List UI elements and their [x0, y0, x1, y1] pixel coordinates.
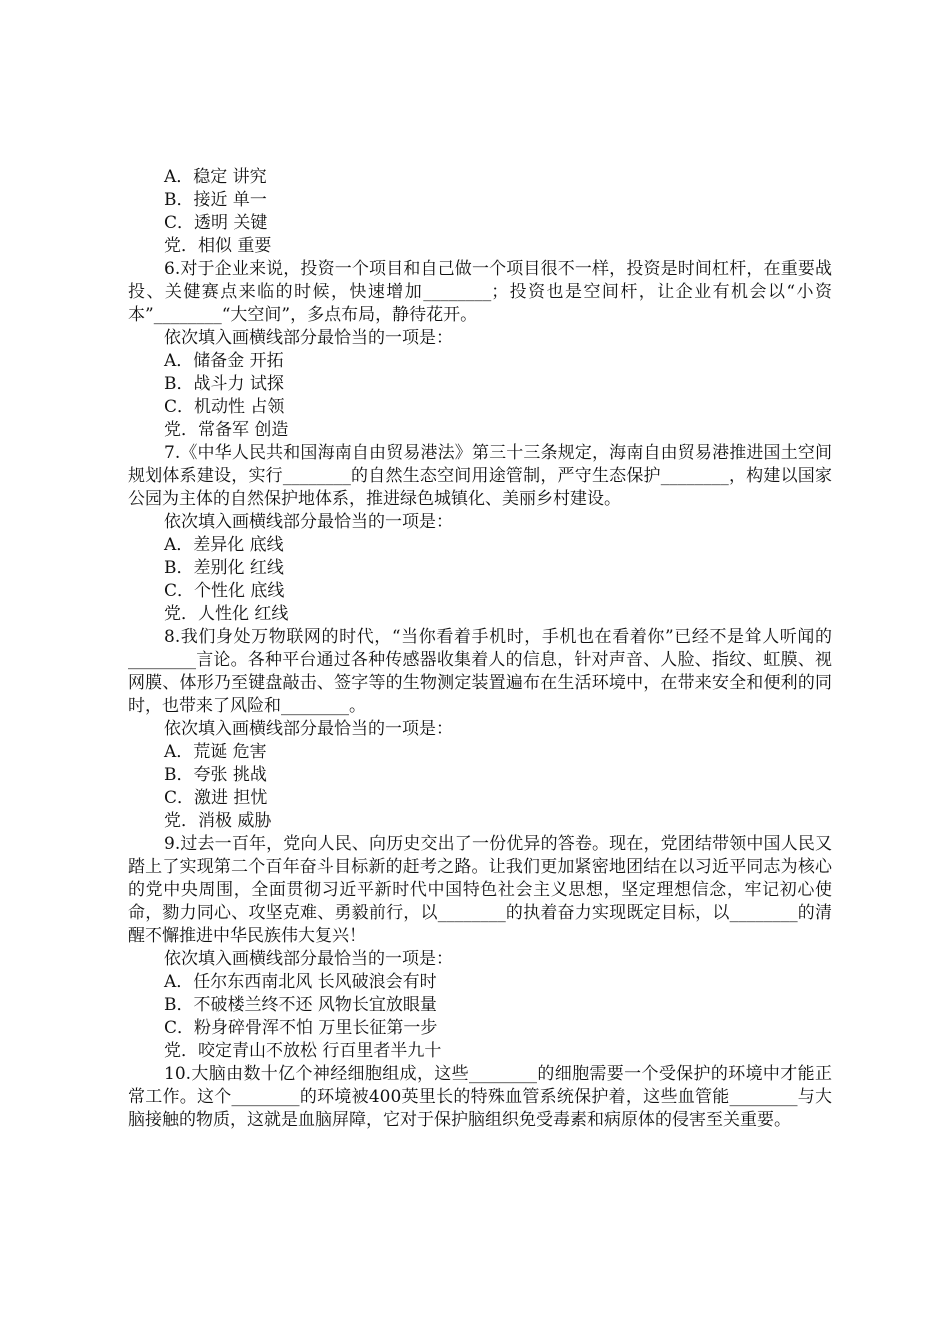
option-q6-d: 党．常备军 创造 [164, 420, 289, 440]
question-9-stem: 9.过去一百年，党向人民、向历史交出了一份优异的答卷。现在，党团结带领中国人民又踏上了实现第二个百年奋斗目标新的赶考之路。让我们更加紧密地团结在以习近平同志为核心的党中央周围，全面贯彻习近平新时代中国特色社会主义思想，坚定理想信念，牢记初心使命，勠力同心、攻坚克难、勇毅前行，以________的执着奋力实现既定目标，以________的清醒不懈推进中华民族伟大复兴！ [128, 834, 832, 946]
option-q5-c: C．透明 关键 [164, 213, 268, 233]
option-q8-c: C．激进 担忧 [164, 788, 268, 808]
option-q5-d: 党．相似 重要 [164, 236, 272, 256]
document-page [128, 166, 832, 1132]
option-q5-b: B．接近 单一 [164, 190, 267, 210]
option-q9-d: 党．咬定青山不放松 行百里者半九十 [164, 1041, 442, 1061]
option-q8-a: A．荒诞 危害 [164, 742, 267, 762]
option-q6-b: B．战斗力 试探 [164, 374, 284, 394]
question-6-stem: 6.对于企业来说，投资一个项目和自己做一个项目很不一样，投资是时间杠杆，在重要战投、关健赛点来临的时候，快速增加________；投资也是空间杆，让企业有机会以“小资本”________“大空间”，多点布局，静待花开。 [128, 259, 832, 325]
option-q7-b: B．差别化 红线 [164, 558, 284, 578]
option-q7-c: C．个性化 底线 [164, 581, 285, 601]
question-8-stem: 8.我们身处万物联网的时代，“当你看着手机时，手机也在看着你”已经不是耸人听闻的________言论。各种平台通过各种传感器收集着人的信息，针对声音、人脸、指纹、虹膜、视网膜、体形乃至键盘敲击、签字等的生物测定装置遍布在生活环境中，在带来安全和便利的同时，也带来了风险和________。 [128, 627, 832, 716]
option-q8-d: 党．消极 威胁 [164, 811, 272, 831]
question-9-prompt: 依次填入画横线部分最恰当的一项是： [164, 949, 453, 969]
option-q5-a: A．稳定 讲究 [164, 167, 267, 187]
question-10-stem: 10.大脑由数十亿个神经细胞组成，这些________的细胞需要一个受保护的环境中才能正常工作。这个________的环境被400英里长的特殊血管系统保护着，这些血管能________与大脑接触的物质，这就是血脑屏障，它对于保护脑组织免受毒素和病原体的侵害至关重要。 [128, 1064, 832, 1130]
option-q7-a: A．差异化 底线 [164, 535, 284, 555]
option-q9-c: C．粉身碎骨浑不怕 万里长征第一步 [164, 1018, 438, 1038]
question-8-prompt: 依次填入画横线部分最恰当的一项是： [164, 719, 453, 739]
question-6-prompt: 依次填入画横线部分最恰当的一项是： [164, 328, 453, 348]
question-7-prompt: 依次填入画横线部分最恰当的一项是： [164, 512, 453, 532]
option-q9-b: B．不破楼兰终不还 风物长宜放眼量 [164, 995, 437, 1015]
option-q9-a: A．任尔东西南北风 长风破浪会有时 [164, 972, 437, 992]
option-q6-a: A．储备金 开拓 [164, 351, 284, 371]
question-7-stem: 7.《中华人民共和国海南自由贸易港法》第三十三条规定，海南自由贸易港推进国土空间规划体系建设，实行________的自然生态空间用途管制，严守生态保护________，构建以国家公园为主体的自然保护地体系，推进绿色城镇化、美丽乡村建设。 [128, 443, 832, 509]
option-q7-d: 党．人性化 红线 [164, 604, 289, 624]
option-q6-c: C．机动性 占领 [164, 397, 285, 417]
option-q8-b: B．夸张 挑战 [164, 765, 267, 785]
